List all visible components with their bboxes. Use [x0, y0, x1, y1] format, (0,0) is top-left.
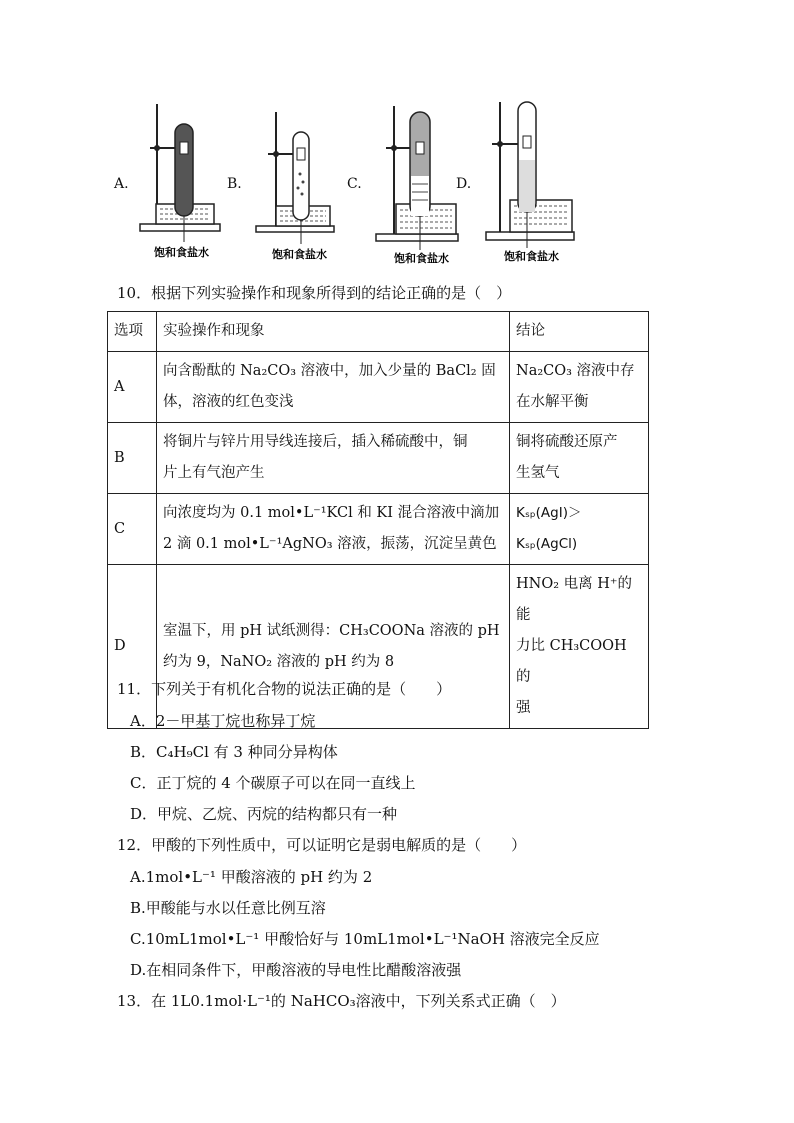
- q11-option-d: D．甲烷、乙烷、丙烷的结构都只有一种: [130, 805, 398, 823]
- row-operation: [157, 423, 510, 494]
- option-c-letter: C.: [347, 176, 362, 192]
- table-row: [108, 494, 649, 565]
- q11-option-b: B．C₄H₉Cl 有 3 种同分异构体: [130, 743, 338, 761]
- table-row: [108, 352, 649, 423]
- q11-option-a: A．2－甲基丁烷也称异丁烷: [130, 712, 316, 730]
- row-conclusion: [510, 423, 649, 494]
- q13-stem: 13．在 1L0.1mol·L⁻¹的 NaHCO₃溶液中，下列关系式正确（ ）: [117, 992, 566, 1010]
- apparatus-a-figure: [134, 96, 224, 266]
- table-row: [108, 565, 649, 729]
- row-conclusion: [510, 494, 649, 565]
- conclusion-line: 在水解平衡: [516, 394, 589, 410]
- apparatus-c-figure: [366, 96, 462, 268]
- row-option: B: [108, 423, 157, 494]
- operation-line: 向浓度均为 0.1 mol•L⁻¹KCl 和 KI 混合溶液中滴加: [163, 505, 500, 521]
- row-conclusion: [510, 352, 649, 423]
- header-conclusion: 结论: [510, 312, 649, 352]
- header-operation: 实验操作和现象: [157, 312, 510, 352]
- header-option: 选项: [108, 312, 157, 352]
- option-d-letter: D.: [456, 176, 472, 192]
- q12-option-c: C.10mL1mol•L⁻¹ 甲酸恰好与 10mL1mol•L⁻¹NaOH 溶液完全反应: [130, 930, 600, 948]
- conclusion-line: 力比 CH₃COOH 的: [516, 638, 627, 685]
- q10-table: [107, 311, 649, 729]
- option-a-letter: A.: [114, 176, 129, 192]
- q12-stem: 12．甲酸的下列性质中，可以证明它是弱电解质的是（ ）: [117, 836, 527, 854]
- operation-line: 向含酚酞的 Na₂CO₃ 溶液中，加入少量的 BaCl₂ 固: [163, 363, 496, 379]
- row-operation: [157, 494, 510, 565]
- q12-option-a: A.1mol•L⁻¹ 甲酸溶液的 pH 约为 2: [130, 868, 373, 886]
- apparatus-d-figure: [478, 96, 578, 268]
- conclusion-line: Kₛₚ(AgI)＞Kₛₚ(AgCl): [516, 505, 582, 552]
- option-b-letter: B.: [227, 176, 242, 192]
- row-option: D: [108, 565, 157, 729]
- apparatus-b-figure: [246, 96, 336, 266]
- operation-line: 约为 9，NaNO₂ 溶液的 pH 约为 8: [163, 653, 395, 670]
- conclusion-line: 生氢气: [516, 465, 560, 481]
- caption-a: 饱和食盐水: [154, 246, 209, 259]
- table-row: [108, 423, 649, 494]
- caption-d: 饱和食盐水: [504, 250, 559, 263]
- operation-line: 将铜片与锌片用导线连接后，插入稀硫酸中，铜: [163, 434, 468, 450]
- conclusion-line: HNO₂ 电离 H⁺的能: [516, 576, 633, 623]
- row-option: A: [108, 352, 157, 423]
- row-operation: [157, 565, 510, 729]
- conclusion-line: 强: [516, 700, 531, 716]
- caption-c: 饱和食盐水: [394, 252, 449, 265]
- row-conclusion: [510, 565, 649, 729]
- q12-option-d: D.在相同条件下，甲酸溶液的导电性比醋酸溶液强: [130, 961, 462, 979]
- operation-line: 片上有气泡产生: [163, 465, 265, 481]
- conclusion-line: Na₂CO₃ 溶液中存: [516, 363, 635, 379]
- operation-line: 体，溶液的红色变浅: [163, 394, 294, 410]
- q12-option-b: B.甲酸能与水以任意比例互溶: [130, 899, 326, 917]
- operation-line: 室温下，用 pH 试纸测得：CH₃COONa 溶液的 pH: [163, 622, 500, 639]
- row-operation: [157, 352, 510, 423]
- q10-stem: 10．根据下列实验操作和现象所得到的结论正确的是（ ）: [117, 284, 512, 302]
- q11-option-c: C．正丁烷的 4 个碳原子可以在同一直线上: [130, 774, 416, 792]
- row-option: C: [108, 494, 157, 565]
- table-header-row: [108, 312, 649, 352]
- caption-b: 饱和食盐水: [272, 248, 327, 261]
- conclusion-line: 铜将硫酸还原产: [516, 434, 618, 450]
- operation-line: 2 滴 0.1 mol•L⁻¹AgNO₃ 溶液，振荡，沉淀呈黄色: [163, 536, 497, 552]
- q11-stem: 11．下列关于有机化合物的说法正确的是（ ）: [117, 680, 452, 698]
